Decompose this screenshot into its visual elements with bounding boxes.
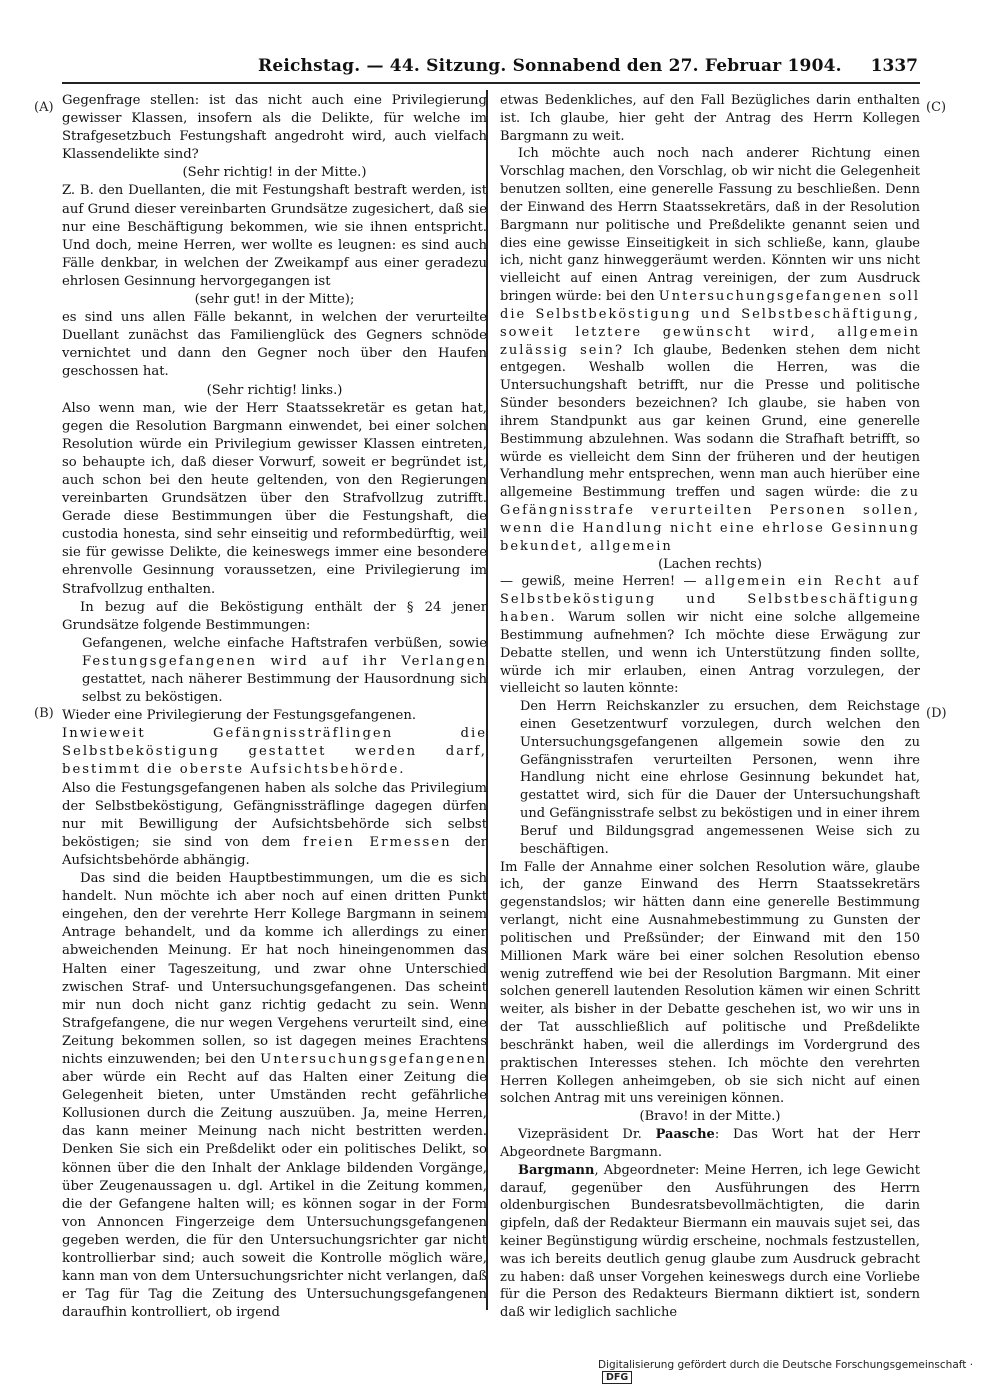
emphasis-text: Untersuchungsgefangenen soll die Selbstbeköstigung und Selbstbeschäftigung, soweit letztere gewünscht wird, allgemein zulässig sein? (500, 289, 920, 358)
paragraph (500, 573, 920, 698)
interjection: (Bravo! in der Mitte.) (639, 1109, 781, 1125)
paragraph (62, 780, 487, 870)
paragraph-text: Das sind die beiden Hauptbestimmungen, um die es sich handelt. Nun möchte ich aber noch auf einen dritten Punkt eingehen, den der verehrte Herr Kollege Bargmann in seinem Antrage behandelt, und da komme ich allerdings zu einer abweichenden Meinung. Er hat noch hineingenommen das Halten einer Tageszeitung, und zwar ohne Unterschied zwischen Straf- und Untersuchungsgefangenen. Das scheint mir nun doch nicht ganz richtig gedacht zu sein. Wenn Strafgefangene, die nur wegen Vergehens verurteilt sind, eine Zeitung bekommen sollen, so ist dagegen meines Erachtens nichts einzuwenden; bei den (62, 871, 487, 1067)
dfg-logo: DFG (602, 1371, 632, 1384)
header-title: Reichstag. — 44. Sitzung. Sonnabend den 27. Februar 1904. (258, 56, 842, 76)
paragraph: In bezug auf die Beköstigung enthält der § 24 jener Grundsätze folgende Bestimmungen: (62, 599, 487, 633)
paragraph (62, 870, 487, 1322)
margin-marker-a: (A) (34, 100, 54, 115)
paragraph-text: Vizepräsident Dr. (518, 1127, 656, 1143)
paragraph: etwas Bedenkliches, auf den Fall Bezügliches darin enthalten ist. Ich glaube, hier geht der Antrag des Herrn Kollegen Bargmann zu weit. (500, 93, 920, 144)
speaker-name: Paasche (655, 1127, 715, 1143)
interjection: (Lachen rechts) (658, 556, 762, 572)
paragraph-text: Warum sollen wir nicht eine solche allgemeine Bestimmung aufnehmen? Ich möchte diese Erwägung zur Debatte stellen, und wenn ich Unterstützung finden sollte, würde ich mir erlauben, einen Antrag vorzulegen, der vielleicht so lauten könnte: (500, 610, 920, 697)
interjection: (Sehr richtig! in der Mitte.) (182, 165, 367, 181)
paragraph-text: : Das Wort hat der Herr Abgeordnete Bargmann. (500, 1127, 920, 1160)
quote-text: gestattet, nach näherer Bestimmung der Hausordnung sich selbst zu beköstigen. (82, 672, 487, 706)
proposed-resolution: Den Herrn Reichskanzler zu ersuchen, dem Reichstage einen Gesetzentwurf vorzulegen, durch welchen den Untersuchungsgefangenen allgemein sowie den zu Gefängnisstrafen verurteilten Personen, wenn ihre Handlung nicht eine ehrlose Gesinnung bekundet hat, gestattet wird, sich für die Dauer der Untersuchungshaft und Gefängnisstrafe selbst zu beköstigen und in einer ihrem Beruf und Bildungsgrad angemessenen Weise sich zu beschäftigen. (520, 699, 920, 857)
paragraph-text: der Aufsichtsbehörde abhängig. (62, 834, 487, 868)
quoted-regulation: Inwieweit Gefängnissträflingen die Selbstbeköstigung gestattet werden darf, bestimmt die oberste Aufsichtsbehörde. (62, 726, 487, 778)
paragraph: Gegenfrage stellen: ist das nicht auch eine Privilegierung gewisser Klassen, insofern als die Delikte, für welche im Strafgesetzbuch Festungshaft angedroht wird, auch vielfach Klassendelikte sind? (62, 93, 487, 163)
quote-text: Gefangenen, welche einfache Haftstrafen verbüßen, sowie (82, 635, 487, 651)
emphasis-text: zu Gefängnisstrafe verurteilten Personen sollen, wenn die Handlung nicht eine ehrlose Gesinnung bekundet, allgemein (500, 485, 920, 554)
paragraph (500, 145, 920, 555)
quoted-regulation (82, 635, 487, 707)
paragraph-text: — gewiß, meine Herren! — (500, 574, 705, 590)
paragraph-text: Ich glaube, Bedenken stehen dem nicht entgegen. Weshalb wollen die Herren, was die Untersuchungshaft betrifft, nur die Presse und politische Sünder besonders bezeichnen? Ich glaube, sie haben von ihrem Standpunkt aus gar keinen Grund, eine generelle Bestimmung abzulehnen. Was sodann die Strafhaft betrifft, so würde es vielleicht dem Sinn der früheren und der heutigen Verhandlung mehr entsprechen, wenn man auch hierüber eine allgemeine Bestimmung treffen und sagen würde: die (500, 342, 921, 501)
interjection: (sehr gut! in der Mitte); (194, 292, 355, 308)
emphasis-text: allgemein ein Recht auf Selbstbeköstigung und Selbstbeschäftigung haben. (500, 574, 921, 626)
paragraph-text: , Abgeordneter: Meine Herren, ich lege Gewicht darauf, gegenüber den Ausführungen des Herrn oldenburgischen Bundesratsbevollmächtigten, die darin gipfeln, daß der Redakteur Biermann ein mauvais sujet sei, das keiner Begünstigung würdig erscheine, nochmals festzustellen, was ich bereits deutlich genug glaube zum Ausdruck gebracht zu haben: daß unser Vorgehen keineswegs durch eine Vorliebe für die Person des Redakteurs Biermann diktiert ist, sondern daß wir lediglich sachliche (500, 1162, 920, 1321)
margin-marker-d: (D) (926, 706, 947, 721)
margin-marker-b: (B) (34, 706, 54, 721)
left-column (62, 92, 487, 1322)
speaker-paragraph (500, 1126, 920, 1162)
paragraph: Also wenn man, wie der Herr Staatssekretär es getan hat, gegen die Resolution Bargmann einwendet, bei einer solchen Resolution würde ein Privilegium gewisser Klassen eintreten, so behaupte ich, daß dieser Vorwurf, soweit er begründet ist, auch schon bei den heute geltenden, von den Regierungen vereinbarten Grundsätzen über den Strafvollzug zutrifft. Gerade diese Bestimmungen über die Festungshaft, die custodia honesta, sind sehr einseitig und reformbedürftig, weil sie für gewisse Delikte, die keineswegs immer eine besondere ehrenvolle Gesinnung voraussetzen, eine Privilegierung im Strafvollzug enthalten. (62, 400, 487, 597)
running-header (62, 52, 920, 84)
paragraph: es sind uns allen Fälle bekannt, in welchen der verurteilte Duellant zunächst das Familienglück des Gegners schnöde vernichtet und dann den Gegner noch über den Haufen geschossen hat. (62, 310, 487, 380)
page-number: 1337 (870, 56, 918, 76)
speaker-paragraph (500, 1162, 920, 1322)
digitization-credit (598, 1359, 1000, 1384)
speaker-name: Bargmann (518, 1162, 595, 1178)
paragraph: Im Falle der Annahme einer solchen Resolution wäre, glaube ich, der ganze Einwand des Herrn Staatssekretärs gegenstandslos; wir hätten dann eine generelle Bestimmung verlangt, nicht eine Ausnahmebestimmung zu Gunsten der politischen und Preßsünder; der Einwand mit den 150 Millionen Mark wäre bei einer solchen Resolution ebenso wenig zutreffend wie bei der Resolution Bargmann. Mit einer solchen generell lautenden Resolution kämen wir einen Schritt weiter, als bisher in der Debatte geschehen ist, wo wir uns in der Tat ausschließlich auf politische und Preßdelikte beschränkt haben, weil die allerdings im Vordergrund des praktischen Interesses stehen. Ich möchte den verehrten Herren Kollegen anheimgeben, ob sie sich nicht auf einen solchen Antrag mit uns vereinigen können. (500, 859, 920, 1107)
interjection: (Sehr richtig! links.) (206, 382, 343, 398)
paragraph-text: aber würde ein Recht auf das Halten einer Zeitung die Gelegenheit bieten, unter Umständen recht gefährliche Kollusionen durch die Zeitung auszuüben. Ja, meine Herren, das kann meiner Meinung nach nicht bestritten werden. Denken Sie sich ein Preßdelikt oder ein politisches Delikt, so können über die den Inhalt der Anklage bildenden Vorgänge, über Zeugenaussagen u. dgl. Artikel in die Zeitung kommen, die der Gefangene halten will; es können sogar in der Form von Annoncen Fingerzeige dem Untersuchungsgefangenen gegeben werden, die für den Untersuchungsrichter gar nicht kontrollierbar sind; auch soweit die Kontrolle möglich wäre, kann man von dem Untersuchungsrichter nicht verlangen, daß er Tag für Tag die Zeitung des Untersuchungsgefangenen daraufhin kontrolliert, ob irgend (62, 1070, 487, 1321)
right-column (500, 92, 920, 1322)
paragraph: Z. B. den Duellanten, die mit Festungshaft bestraft werden, ist auf Grund dieser vereinbarten Grundsätze zugesichert, daß sie nur eine Beschäftigung bekommen, wie sie ihnen entspricht. Und doch, meine Herren, wer wollte es leugnen: es sind auch Fälle denkbar, in welchen der Zweikampf aus einer geradezu ehrlosen Gesinnung hervorgegangen ist (62, 183, 487, 289)
paragraph: Wieder eine Privilegierung der Festungsgefangenen. (62, 708, 417, 724)
emphasis-text: freien Ermessen (303, 834, 452, 850)
quote-emphasis: Festungsgefangenen wird auf ihr Verlangen (82, 653, 487, 669)
credit-text: Digitalisierung gefördert durch die Deutsche Forschungsgemeinschaft · (598, 1359, 974, 1371)
paragraph-text: Also die Festungsgefangenen haben als solche das Privilegium der Selbstbeköstigung, Gefängnissträflinge dagegen dürfen nur mit Bewilligung der Aufsichtsbehörde sich selbst beköstigen; sie sind von dem (62, 780, 487, 850)
emphasis-text: Untersuchungsgefangenen (260, 1051, 487, 1067)
paragraph-text: Ich möchte auch noch nach anderer Richtung einen Vorschlag machen, den Vorschlag, ob wir nicht die Gelegenheit benutzen sollten, eine generelle Fassung zu beschließen. Denn der Einwand des Herrn Staatssekretärs, daß in der Resolution Bargmann nur politische und Preßdelikte genannt seien und dies eine gewisse Einseitigkeit in sich schließe, kann, glaube ich, nicht ganz hinweggeräumt werden. Könnten wir uns nicht vielleicht auf einen Antrag vereinigen, der zum Ausdruck bringen würde: bei den (500, 146, 920, 305)
margin-marker-c: (C) (926, 100, 947, 115)
